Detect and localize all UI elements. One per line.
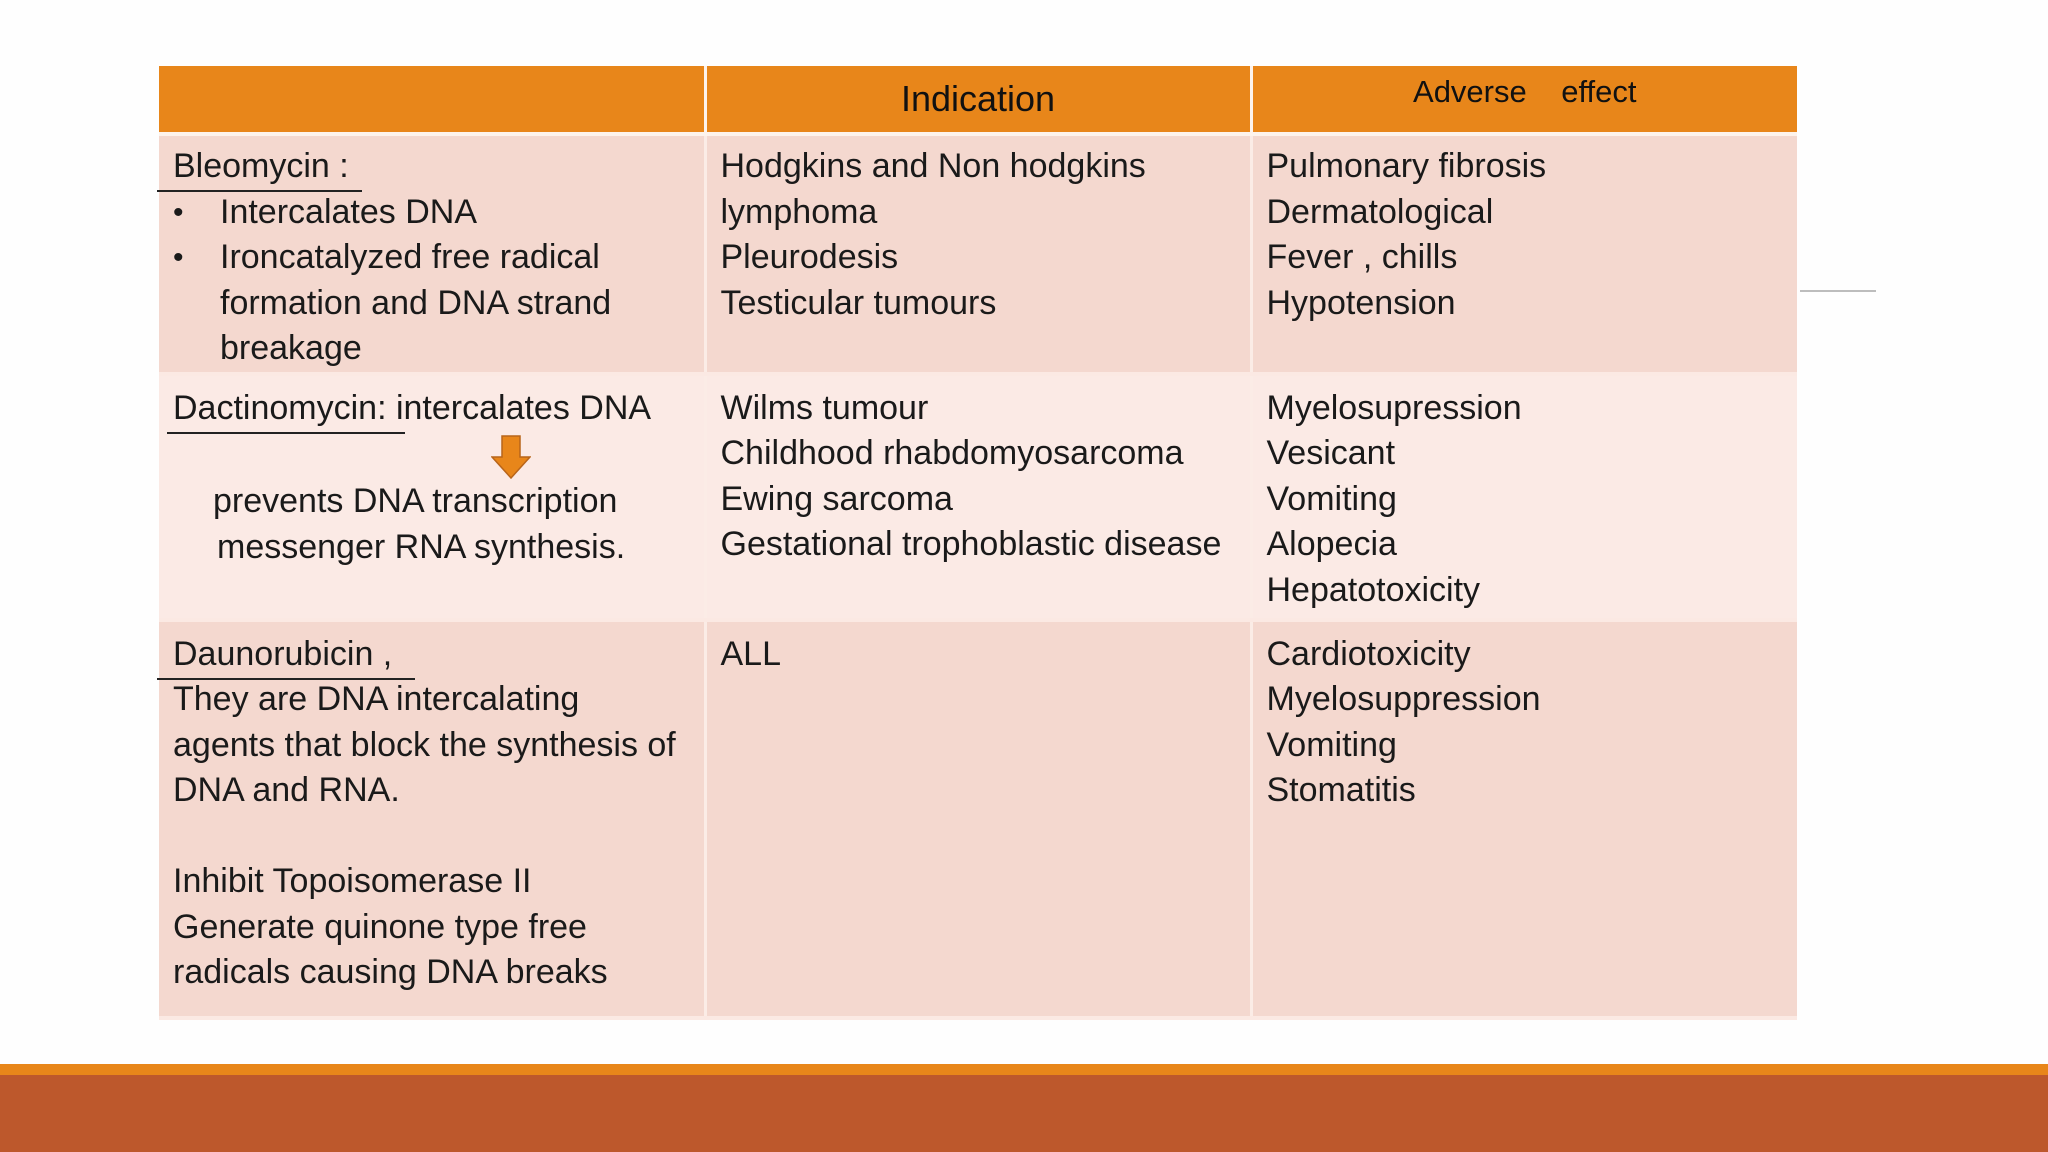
mechanism-line: prevents DNA transcription xyxy=(213,482,618,520)
mechanism-line: radicals causing DNA breaks xyxy=(173,953,608,991)
indication-line: Pleurodesis xyxy=(720,238,899,276)
drug-name-text: Bleomycin : xyxy=(173,147,349,185)
down-arrow-icon xyxy=(491,435,531,479)
indication-line: ALL xyxy=(720,634,781,673)
mechanism-line: DNA and RNA. xyxy=(173,771,400,809)
adverse-line: Hepatotoxicity xyxy=(1266,570,1481,609)
indication-line: Wilms tumour xyxy=(720,388,929,427)
drug-table xyxy=(159,66,1797,1020)
indication-line: Hodgkins and Non hodgkins xyxy=(720,147,1146,185)
adverse-line: Hypotension xyxy=(1266,283,1456,322)
mechanism-spacer xyxy=(173,814,690,860)
adverse-line: Myelosupression xyxy=(1266,388,1522,427)
table-row-bleomycin xyxy=(159,134,1797,374)
drug-underline xyxy=(157,678,415,680)
indication-line: Testicular tumours xyxy=(720,283,997,322)
table-header-row xyxy=(159,66,1797,134)
mechanism-list xyxy=(173,190,690,372)
drug-cell xyxy=(159,134,705,374)
adverse-line: Stomatitis xyxy=(1266,771,1416,809)
drug-cell xyxy=(159,374,705,620)
header-adverse-word: Adverse xyxy=(1413,74,1527,109)
adverse-line: Cardiotoxicity xyxy=(1266,634,1471,673)
mechanism-line: formation and DNA strand xyxy=(220,283,612,322)
adverse-cell xyxy=(1251,134,1797,374)
adverse-line: Vesicant xyxy=(1266,434,1396,472)
indication-line: Ewing sarcoma xyxy=(720,479,953,518)
indication-line: lymphoma xyxy=(720,192,878,231)
adverse-line: Vomiting xyxy=(1266,725,1397,764)
mechanism-line: breakage xyxy=(220,329,362,367)
adverse-cell xyxy=(1251,620,1797,1018)
adverse-line: Myelosuppression xyxy=(1266,680,1541,718)
table-row-dactinomycin xyxy=(159,374,1797,620)
mechanism-line: messenger RNA synthesis. xyxy=(217,527,626,566)
drug-name xyxy=(173,632,392,678)
mechanism-line: They are DNA intercalating xyxy=(173,680,580,718)
adverse-line: Dermatological xyxy=(1266,192,1494,231)
footer-band xyxy=(0,1075,2048,1152)
drug-underline xyxy=(167,432,405,434)
mechanism-text xyxy=(173,479,690,570)
header-drug-column xyxy=(159,66,705,134)
mechanism-line: • Ironcatalyzed free radical xyxy=(220,238,600,276)
drug-name xyxy=(173,386,651,432)
adverse-line: Alopecia xyxy=(1266,525,1397,563)
mechanism-line: Inhibit Topoisomerase II xyxy=(173,862,532,900)
mechanism-line: Generate quinone type free xyxy=(173,907,587,946)
decorative-line xyxy=(1800,290,1876,292)
header-effect-word: effect xyxy=(1561,74,1637,109)
indication-line: Gestational trophoblastic disease xyxy=(720,525,1222,563)
mechanism-item xyxy=(173,235,690,372)
adverse-line: Vomiting xyxy=(1266,479,1397,518)
header-indication: Indication xyxy=(705,66,1251,134)
mechanism-item: • Intercalates DNA xyxy=(173,190,690,236)
indication-cell xyxy=(705,134,1251,374)
drug-name-text: Daunorubicin , xyxy=(173,634,393,673)
adverse-line: Pulmonary fibrosis xyxy=(1266,147,1547,185)
drug-name-text: Dactinomycin: intercalates DNA xyxy=(173,388,652,427)
indication-line: Childhood rhabdomyosarcoma xyxy=(720,434,1184,472)
drug-name xyxy=(173,144,349,190)
adverse-cell xyxy=(1251,374,1797,620)
drug-cell xyxy=(159,620,705,1018)
footer-accent-stripe xyxy=(0,1064,2048,1075)
table-row-daunorubicin xyxy=(159,620,1797,1018)
indication-cell xyxy=(705,374,1251,620)
header-adverse-effect xyxy=(1251,66,1797,134)
adverse-line: Fever , chills xyxy=(1266,238,1458,276)
mechanism-line: agents that block the synthesis of xyxy=(173,725,676,764)
indication-cell xyxy=(705,620,1251,1018)
